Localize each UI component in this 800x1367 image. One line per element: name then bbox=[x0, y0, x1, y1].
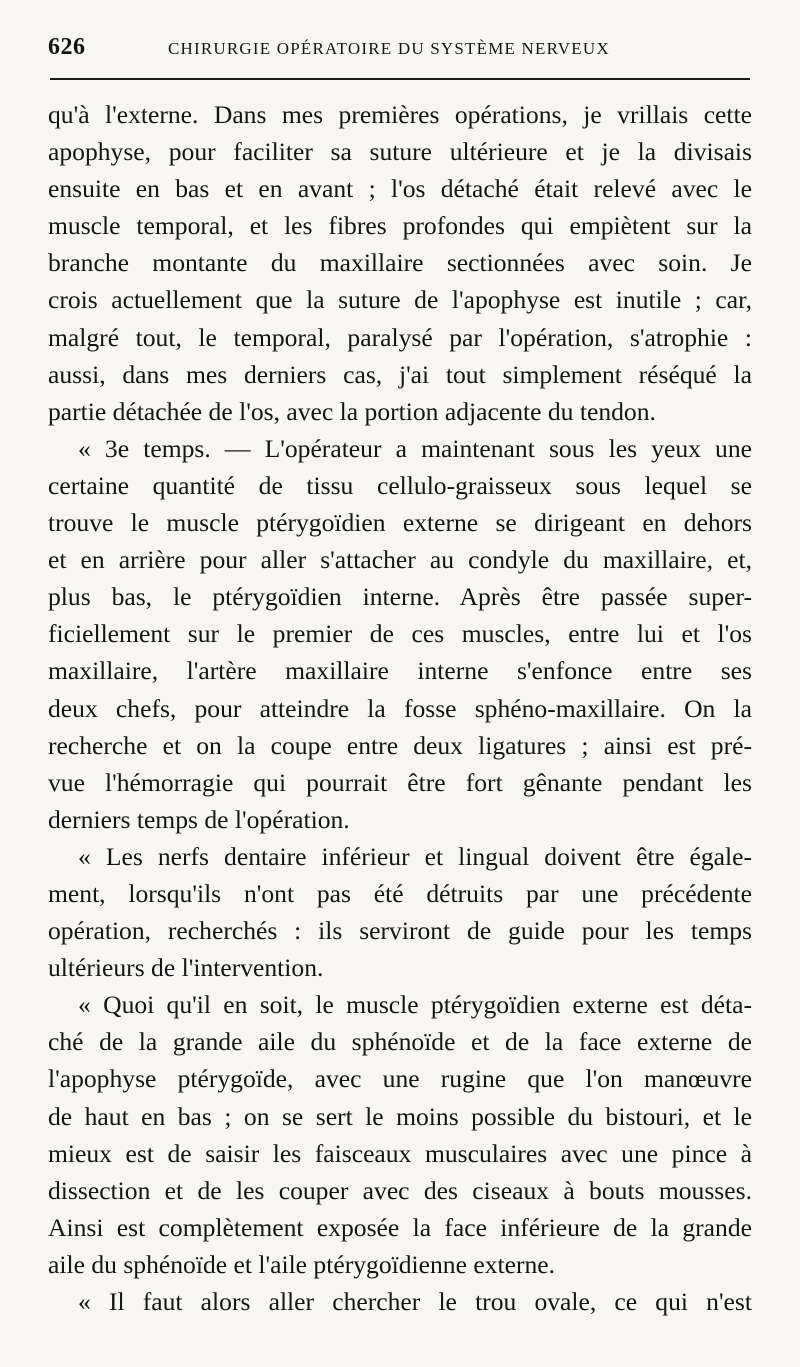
text-line: de haut en bas ; on se sert le moins possible du bistouri, et le bbox=[48, 1101, 752, 1131]
page-header bbox=[48, 34, 760, 64]
text-line: l'apophyse ptérygoïde, avec une rugine que l'on manœuvre bbox=[48, 1064, 752, 1094]
text-line: qu'à l'externe. Dans mes premières opérations, je vrillais cette bbox=[48, 100, 752, 129]
text-line: apophyse, pour faciliter sa suture ultérieure et je la divisais bbox=[48, 137, 752, 167]
text-line: mieux est de saisir les faisceaux musculaires avec une pince à bbox=[48, 1138, 752, 1168]
text-line: muscle temporal, et les fibres profondes qui empiètent sur la bbox=[48, 211, 752, 241]
text-line: « Les nerfs dentaire inférieur et lingual doivent être égale- bbox=[78, 841, 752, 871]
text-line: Ainsi est complètement exposée la face inférieure de la grande bbox=[48, 1212, 752, 1242]
text-line: ment, lorsqu'ils n'ont pas été détruits par une précédente bbox=[48, 878, 752, 908]
text-line: ensuite en bas et en avant ; l'os détaché était relevé avec le bbox=[48, 174, 752, 204]
text-line: crois actuellement que la suture de l'apophyse est inutile ; car, bbox=[48, 285, 752, 315]
text-line: ficiellement sur le premier de ces muscles, entre lui et l'os bbox=[48, 619, 752, 649]
text-line: recherche et on la coupe entre deux ligatures ; ainsi est pré- bbox=[48, 730, 752, 760]
text-line: « Il faut alors aller chercher le trou ovale, ce qui n'est bbox=[78, 1287, 752, 1316]
text-line: vue l'hémorragie qui pourrait être fort gênante pendant les bbox=[48, 767, 752, 797]
text-line: aussi, dans mes derniers cas, j'ai tout simplement réséqué la bbox=[48, 359, 752, 389]
running-head: CHIRURGIE OPÉRATOIRE DU SYSTÈME NERVEUX bbox=[168, 39, 610, 58]
text-line: plus bas, le ptérygoïdien interne. Après être passée super- bbox=[48, 582, 752, 612]
text-line: deux chefs, pour atteindre la fosse sphéno-maxillaire. On la bbox=[48, 693, 752, 723]
text-line: « Quoi qu'il en soit, le muscle ptérygoïdien externe est déta- bbox=[78, 990, 752, 1020]
text-line: dissection et de les couper avec des ciseaux à bouts mousses. bbox=[48, 1175, 752, 1205]
page-number: 626 bbox=[48, 34, 86, 60]
text-line: certaine quantité de tissu cellulo-graisseux sous lequel se bbox=[48, 470, 752, 500]
text-line: trouve le muscle ptérygoïdien externe se dirigeant en dehors bbox=[48, 508, 752, 538]
text-line: aile du sphénoïde et l'aile ptérygoïdienne externe. bbox=[48, 1249, 556, 1279]
text-line: partie détachée de l'os, avec la portion adjacente du tendon. bbox=[48, 396, 656, 426]
body-text bbox=[48, 96, 752, 1320]
text-line: maxillaire, l'artère maxillaire interne s'enfonce entre ses bbox=[48, 656, 752, 686]
text-line: derniers temps de l'opération. bbox=[48, 804, 350, 834]
header-rule bbox=[50, 78, 750, 80]
text-line: opération, recherchés : ils serviront de guide pour les temps bbox=[48, 916, 752, 946]
text-line: et en arrière pour aller s'attacher au condyle du maxillaire, et, bbox=[48, 545, 752, 575]
text-line: branche montante du maxillaire sectionnées avec soin. Je bbox=[48, 248, 752, 278]
text-line: malgré tout, le temporal, paralysé par l'opération, s'atrophie : bbox=[48, 322, 752, 352]
text-line: ultérieurs de l'intervention. bbox=[48, 953, 324, 983]
text-line: « 3e temps. — L'opérateur a maintenant sous les yeux une bbox=[78, 433, 752, 463]
text-line: ché de la grande aile du sphénoïde et de la face externe de bbox=[48, 1027, 752, 1057]
